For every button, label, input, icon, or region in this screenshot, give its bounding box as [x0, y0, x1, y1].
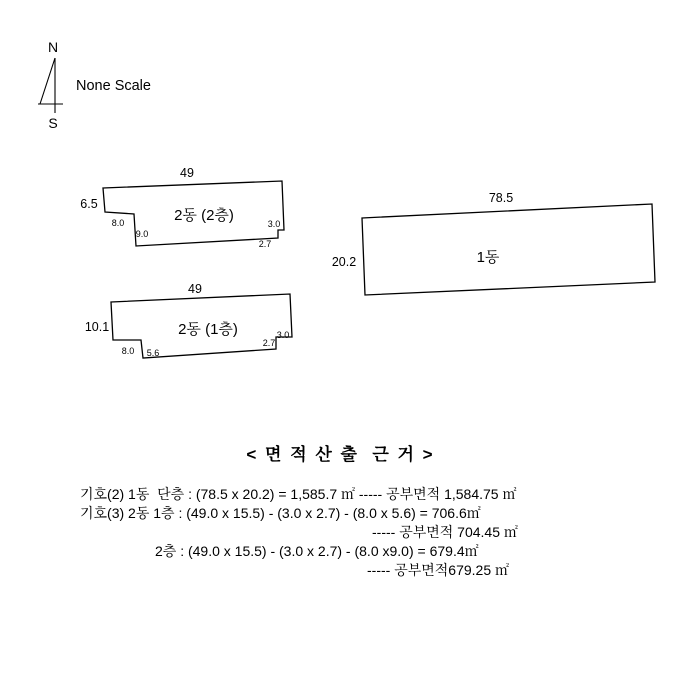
dim-top-width: 49	[188, 282, 202, 296]
dim-left-height: 6.5	[80, 197, 98, 211]
dim-notch-height: 5.6	[146, 348, 160, 358]
dim-top-width: 49	[180, 166, 194, 180]
building-dong2-floor1	[85, 282, 292, 358]
building-dong1	[332, 191, 655, 295]
calc-line-dong2-floor1: 기호(3) 2동 1층 : (49.0 x 15.5) - (3.0 x 2.7) - (8.0 x 5.6) = 706.6㎡	[80, 505, 481, 521]
dim-left-height: 20.2	[331, 255, 357, 269]
dim-right-notch-height: 3.0	[267, 219, 281, 229]
dim-notch-width: 8.0	[111, 218, 125, 228]
building-label-dong2-floor2: 2동 (2층)	[174, 207, 234, 224]
dim-top-width: 78.5	[488, 191, 514, 205]
calc-line-dong2-floor1-official: ----- 공부면적 704.45 ㎡	[372, 524, 518, 540]
dim-notch-width: 8.0	[121, 346, 135, 356]
north-arrow	[38, 39, 63, 131]
compass-diagonal-line	[40, 58, 55, 104]
building-outline-dong1	[362, 204, 655, 295]
dim-right-notch-width: 2.7	[258, 239, 272, 249]
calc-line-dong1: 기호(2) 1동 단층 : (78.5 x 20.2) = 1,585.7 ㎡ ----- 공부면적 1,584.75 ㎡	[80, 486, 517, 502]
building-label-dong1: 1동	[476, 249, 500, 266]
calc-line-dong2-floor2-official: ----- 공부면적679.25 ㎡	[367, 562, 510, 578]
compass-south-label: S	[48, 115, 58, 131]
area-calculation-title: < 면 적 산 출 근 거 >	[246, 445, 435, 464]
building-dong2-floor2	[80, 166, 284, 249]
scale-note: None Scale	[76, 78, 151, 94]
building-label-dong2-floor1: 2동 (1층)	[178, 321, 238, 338]
dim-right-notch-width: 2.7	[262, 338, 276, 348]
compass-north-label: N	[47, 39, 59, 55]
dim-right-notch-height: 3.0	[276, 330, 290, 340]
dim-notch-height: 9.0	[135, 229, 149, 239]
dim-left-height: 10.1	[84, 320, 110, 334]
calc-line-dong2-floor2: 2층 : (49.0 x 15.5) - (3.0 x 2.7) - (8.0 x9.0) = 679.4㎡	[155, 543, 479, 559]
